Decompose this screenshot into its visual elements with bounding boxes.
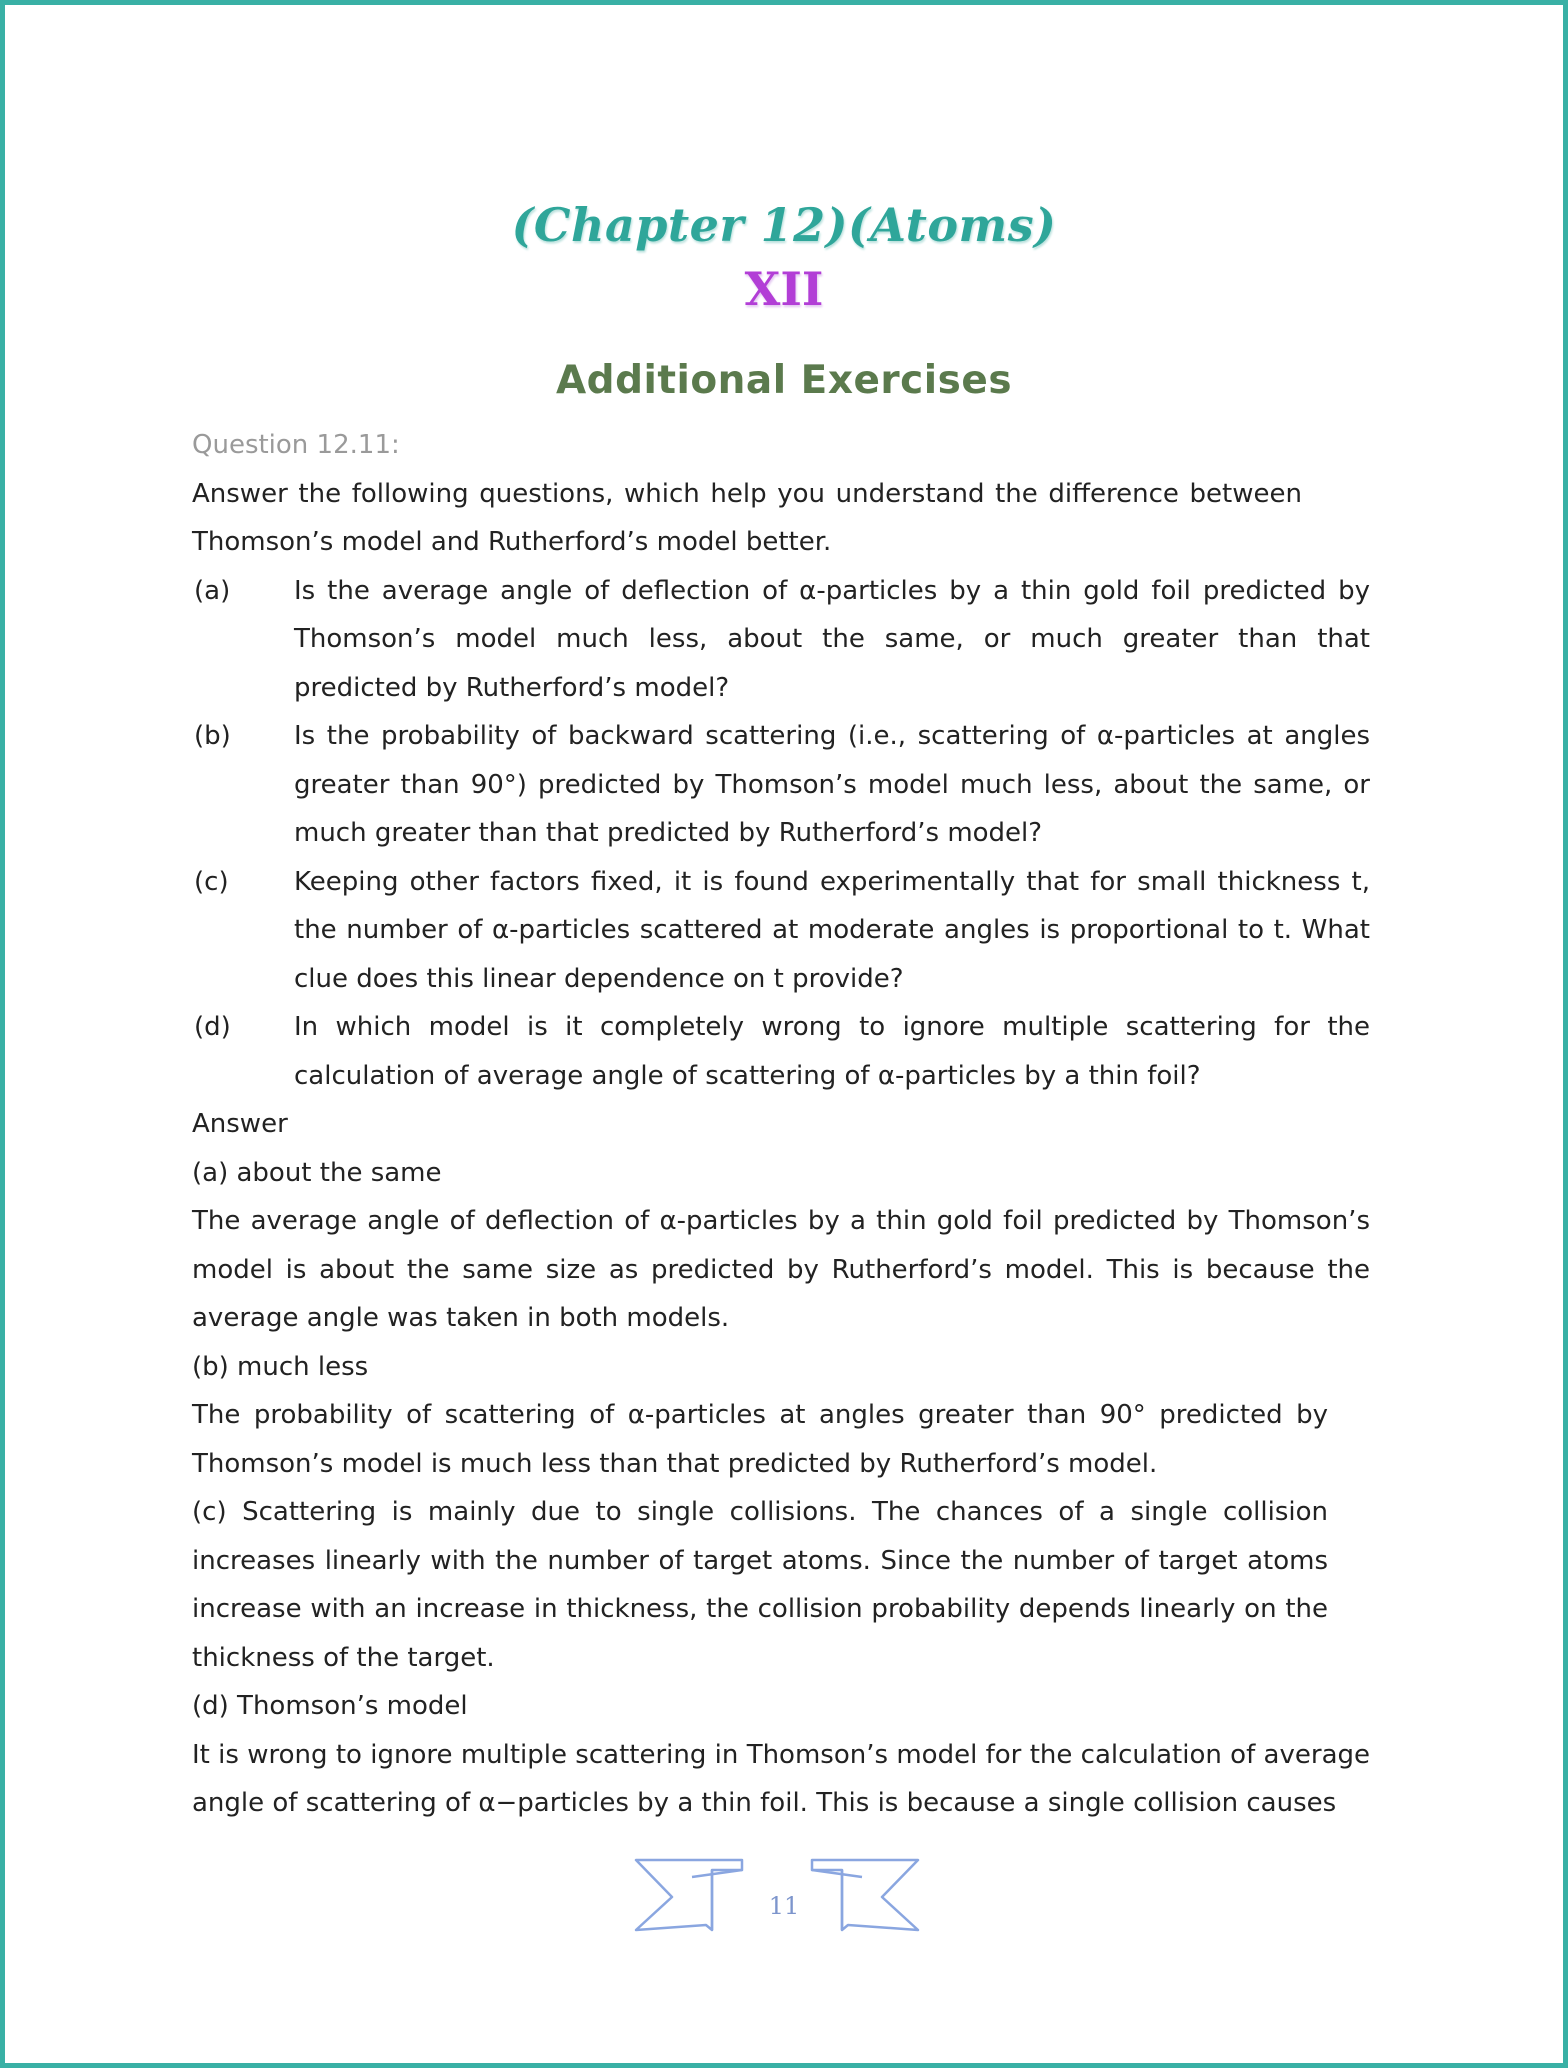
part-label: (d) xyxy=(194,1012,231,1042)
question-part-a xyxy=(192,567,1370,713)
part-label: (b) xyxy=(194,721,231,751)
answer-d-text: It is wrong to ignore multiple scattering in Thomson’s model for the calculation of average angle of scattering of α−particles by a thin foil. This is because a single collision causes xyxy=(192,1739,1370,1818)
question-part-d xyxy=(192,1003,1370,1100)
part-label: (c) xyxy=(194,866,229,897)
question-part-b xyxy=(192,712,1370,858)
part-text: Keeping other factors fixed, it is found experimentally that for small thickness t, the number of α-particles scattered at moderate angles is proportional to t. What clue does this linear dependence on t provide? xyxy=(294,866,1370,994)
answer-d-head: (d) Thomson’s model xyxy=(192,1691,468,1721)
part-text: In which model is it completely wrong to ignore multiple scattering for the calculation of average angle of scattering of α-particles by a thin foil? xyxy=(294,1012,1370,1091)
part-text: Is the average angle of deflection of α-particles by a thin gold foil predicted by Thomson’s model much less, about the same, or much greater than that predicted by Rutherford’s model? xyxy=(294,575,1370,703)
question-intro: Answer the following questions, which help you understand the difference between Thomson’s model and Rutherford’s model better. xyxy=(192,478,1302,557)
question-label: Question 12.11: xyxy=(192,430,400,460)
class-label: XII xyxy=(744,262,824,316)
answer-c-text: (c) Scattering is mainly due to single collisions. The chances of a single collision increases linearly with the number of target atoms. Since the number of target atoms increase with an increase in thickness, the collision probability depends linearly on the thickness of the target. xyxy=(192,1497,1328,1673)
page-number: 11 xyxy=(768,1892,800,1920)
chapter-title: (Chapter 12)(Atoms) xyxy=(511,198,1057,252)
answer-a-head: (a) about the same xyxy=(192,1157,442,1188)
answer-a-text: The average angle of deflection of α-particles by a thin gold foil predicted by Thomson’s model is about the same size as predicted by Rutherford’s model. This is because the average angle was taken in both models. xyxy=(192,1206,1370,1333)
part-text: Is the probability of backward scattering (i.e., scattering of α-particles at angles greater than 90°) predicted by Thomson’s model much less, about the same, or much greater than that predicted by Rutherford’s model? xyxy=(294,721,1370,848)
part-label: (a) xyxy=(194,575,231,606)
question-part-c xyxy=(192,858,1370,1004)
answer-b-head: (b) much less xyxy=(192,1351,369,1382)
content xyxy=(192,421,1370,1828)
answer-label: Answer xyxy=(192,1109,288,1139)
answer-b-text: The probability of scattering of α-particles at angles greater than 90° predicted by Thomson’s model is much less than that predicted by Rutherford’s model. xyxy=(192,1400,1328,1479)
section-title: Additional Exercises xyxy=(555,358,1013,403)
